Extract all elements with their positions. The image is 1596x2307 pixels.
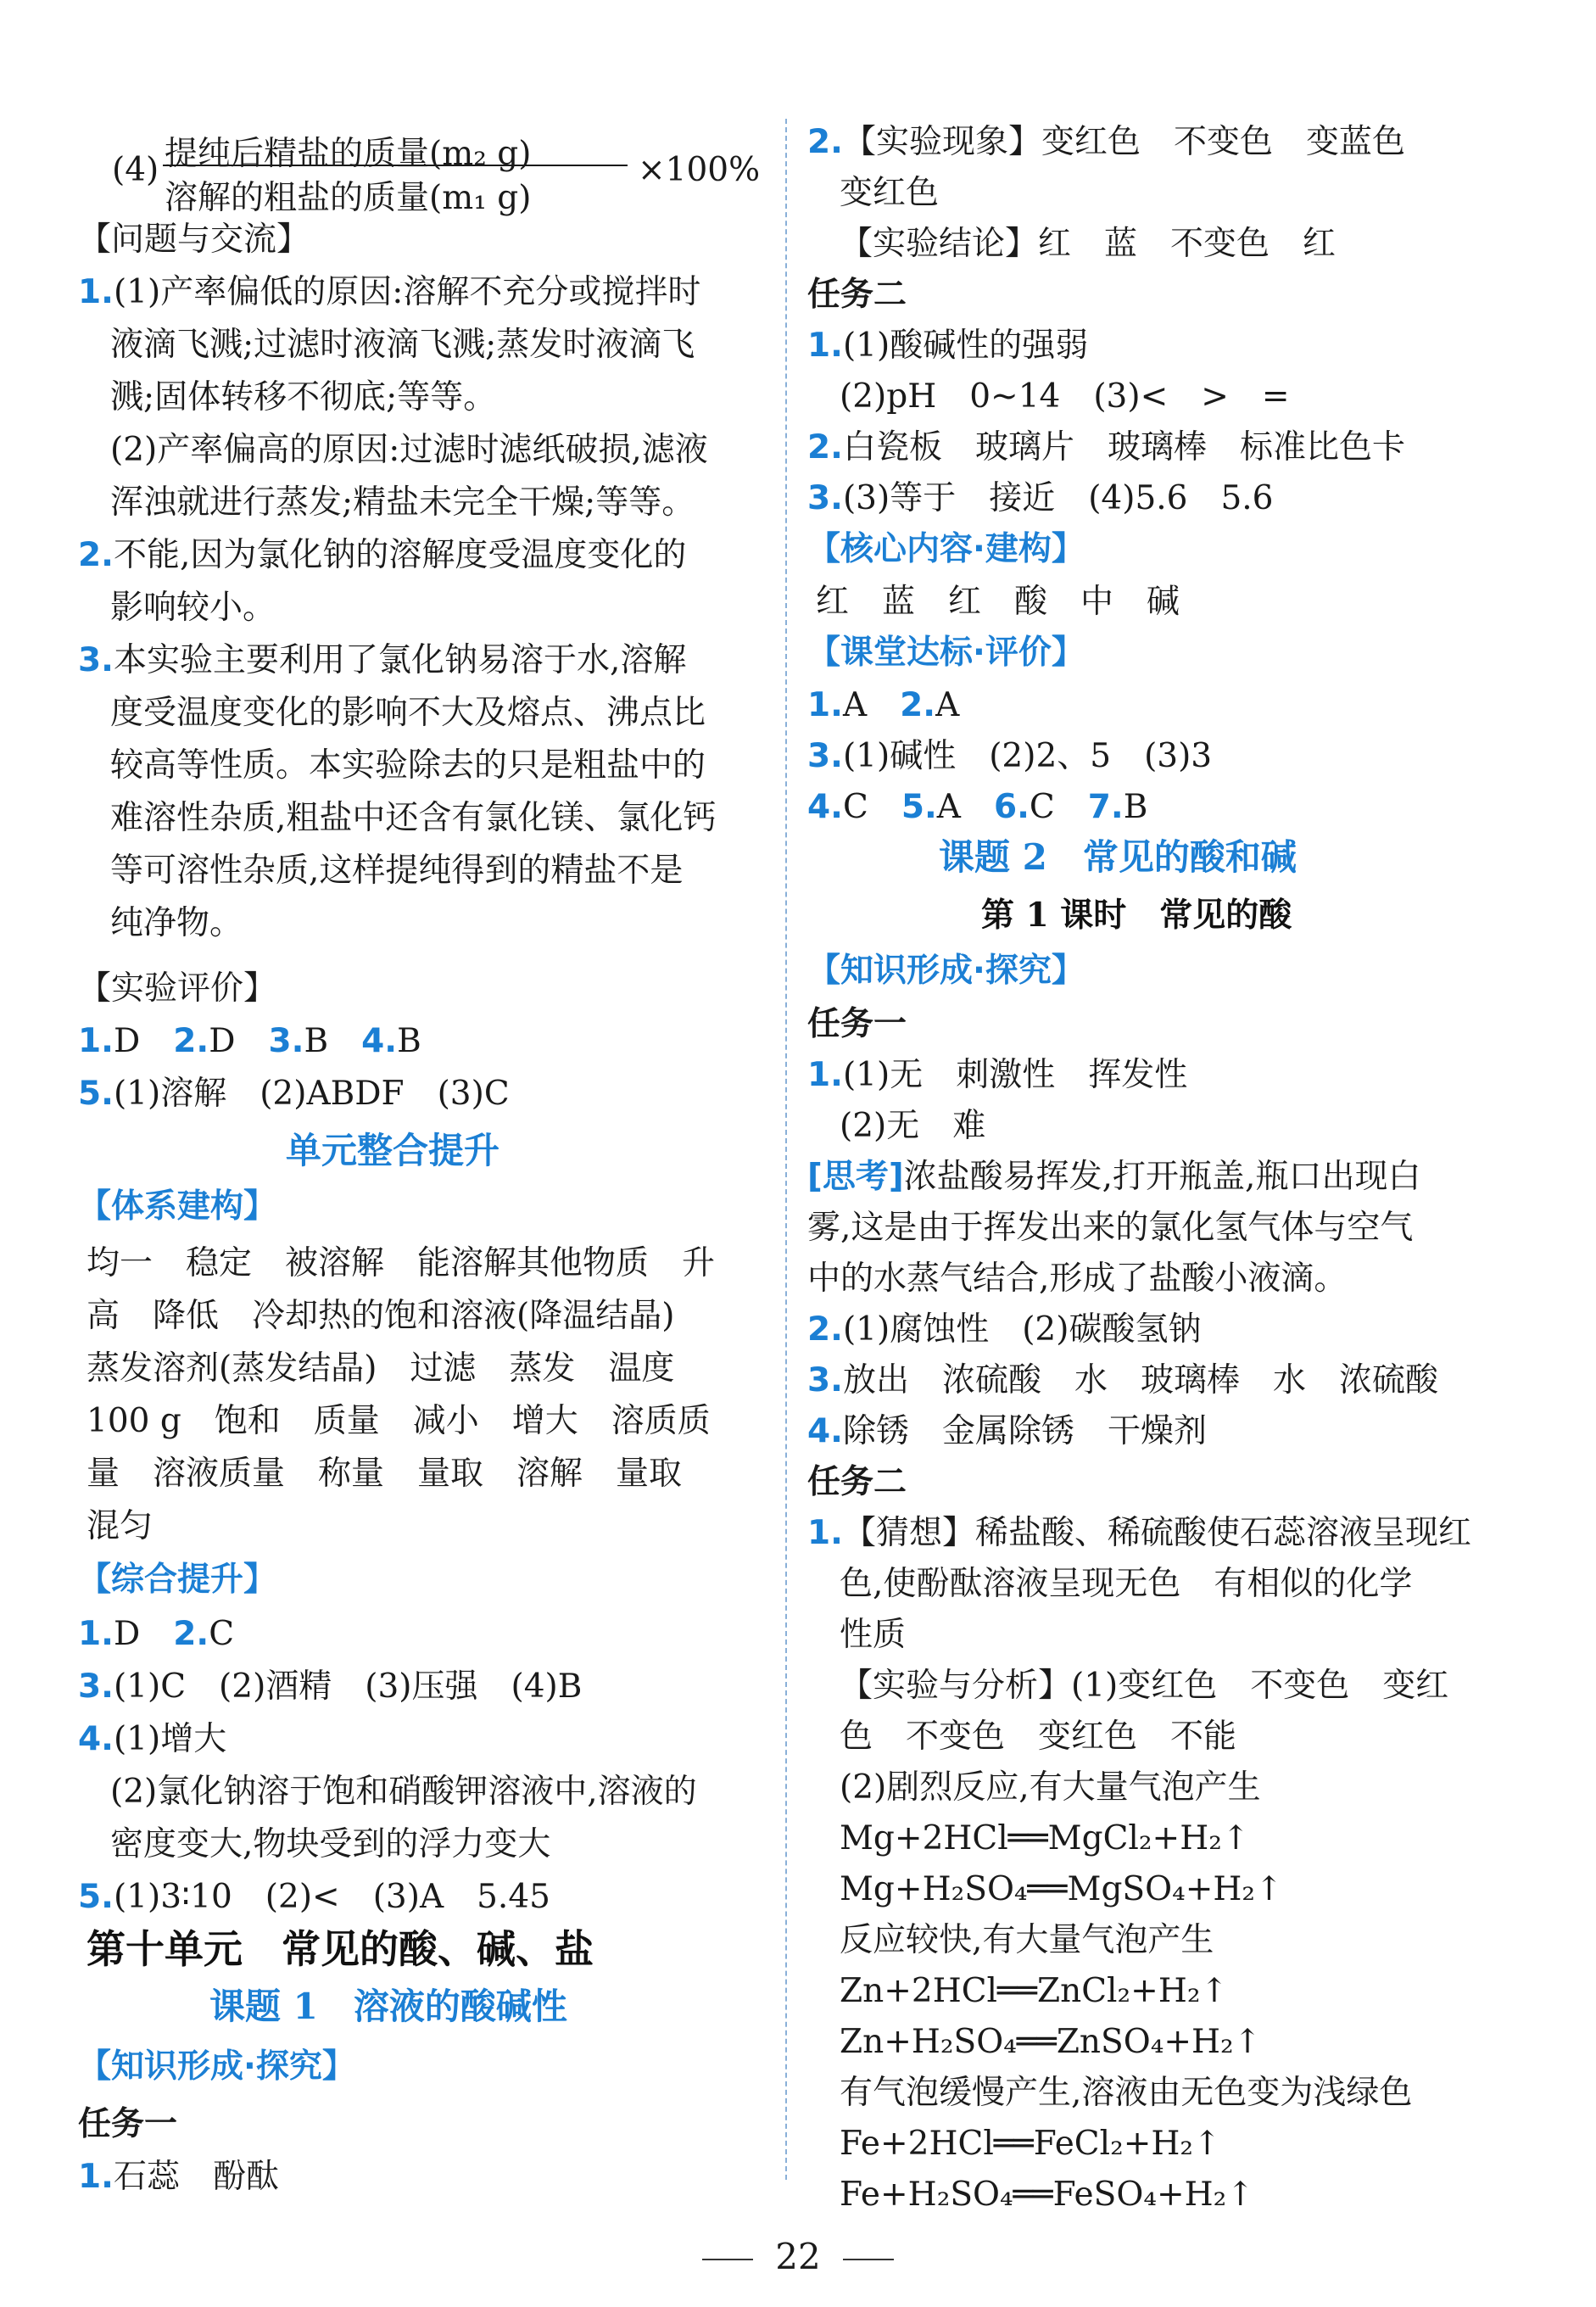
answer-line: 3.(1)碱性 (2)2、5 (3)3 — [807, 737, 1213, 775]
answer-line: 2.【实验现象】变红色 不变色 变蓝色 — [807, 123, 1405, 161]
answer-line: 1.(1)无 刺激性 挥发性 — [807, 1056, 1188, 1094]
answer-line: 纯净物。 — [110, 904, 243, 942]
answer-line: 变红色 — [840, 174, 940, 212]
answer-line: 3.放出 浓硫酸 水 玻璃棒 水 浓硫酸 — [807, 1361, 1438, 1399]
answer-line: 浑浊就进行蒸发;精盐未完全干燥;等等。 — [110, 483, 695, 522]
section-header: 【知识形成·探究】 — [78, 2047, 355, 2086]
unit-ten-title: 第十单元 常见的酸、碱、盐 — [86, 1926, 594, 1972]
chemical-equation: Fe+H₂SO₄══FeSO₄+H₂↑ — [840, 2176, 1254, 2214]
answer-line: (2)氯化钠溶于饱和硝酸钾溶液中,溶液的 — [110, 1773, 697, 1811]
answer-line: 2.(1)腐蚀性 (2)碳酸氢钠 — [807, 1310, 1202, 1349]
answer-line: 溅;固体转移不彻底;等等。 — [110, 378, 497, 416]
lesson-two-title: 课题 2 常见的酸和碱 — [939, 836, 1297, 878]
answer-line: 影响较小。 — [110, 589, 276, 627]
formula-numerator: 提纯后精盐的质量(m₂ g) — [165, 135, 532, 173]
answer-line: 3.(1)C (2)酒精 (3)压强 (4)B — [78, 1667, 583, 1706]
answer-line: 液滴飞溅;过滤时液滴飞溅;蒸发时液滴飞 — [110, 326, 695, 364]
answer-line: 1.A 2.A — [807, 686, 960, 724]
answer-line: 1.(1)产率偏低的原因:溶解不充分或搅拌时 — [78, 273, 701, 311]
answer-line: 3.(3)等于 接近 (4)5.6 5.6 — [807, 479, 1274, 517]
answer-line: 4.C 5.A 6.C 7.B — [807, 788, 1148, 826]
answer-line: 2.白瓷板 玻璃片 玻璃棒 标准比色卡 — [807, 428, 1405, 466]
formula-suffix: ×100% — [638, 151, 761, 189]
answer-line: 3.本实验主要利用了氯化钠易溶于水,溶解 — [78, 641, 687, 679]
answer-line: 【实验结论】红 蓝 不变色 红 — [840, 225, 1337, 263]
answer-line: 红 蓝 红 酸 中 碱 — [816, 583, 1180, 621]
section-header: 【知识形成·探究】 — [807, 952, 1085, 990]
answer-line: 混匀 — [86, 1507, 153, 1545]
task-label: 任务一 — [78, 2104, 178, 2143]
chemical-equation: Zn+2HCl══ZnCl₂+H₂↑ — [840, 1972, 1229, 2010]
answer-line: 100 g 饱和 质量 减小 增大 溶质质 — [86, 1402, 711, 1440]
answer-line: 度受温度变化的影响不大及熔点、沸点比 — [110, 694, 706, 732]
answer-line: 蒸发溶剂(蒸发结晶) 过滤 蒸发 温度 — [86, 1349, 675, 1388]
answer-line: 均一 稳定 被溶解 能溶解其他物质 升 — [86, 1244, 716, 1282]
unit-summary-title: 单元整合提升 — [286, 1130, 500, 1171]
answer-line: 1.D 2.C — [78, 1615, 235, 1653]
section-header: 【核心内容·建构】 — [807, 530, 1085, 568]
chemical-equation: Fe+2HCl══FeCl₂+H₂↑ — [840, 2125, 1221, 2163]
answer-line: 1.(1)酸碱性的强弱 — [807, 327, 1089, 365]
answer-line: 5.(1)溶解 (2)ABDF (3)C — [78, 1075, 510, 1113]
task-label: 任务二 — [807, 1462, 907, 1501]
answer-line: [思考]浓盐酸易挥发,打开瓶盖,瓶口出现白 — [807, 1158, 1421, 1196]
answer-line: (2)无 难 — [840, 1107, 986, 1145]
answer-line: 1.D 2.D 3.B 4.B — [78, 1022, 421, 1060]
answer-line: 雾,这是由于挥发出来的氯化氢气体与空气 — [807, 1209, 1414, 1247]
answer-line: 密度变大,物块受到的浮力变大 — [110, 1825, 551, 1863]
answer-line: 高 降低 冷却热的饱和溶液(降温结晶) — [86, 1297, 675, 1335]
answer-line: 4.除锈 金属除锈 干燥剂 — [807, 1412, 1207, 1450]
fraction-bar — [163, 165, 628, 166]
answer-line: 有气泡缓慢产生,溶液由无色变为浅绿色 — [840, 2074, 1413, 2112]
answer-line: 反应较快,有大量气泡产生 — [840, 1921, 1214, 1959]
answer-line: (2)pH 0~14 (3)< > = — [840, 377, 1290, 416]
answer-line: 难溶性杂质,粗盐中还含有氯化镁、氯化钙 — [110, 799, 717, 837]
section-header: 【体系建构】 — [78, 1187, 277, 1226]
task-label: 任务一 — [807, 1004, 907, 1043]
chemical-equation: Zn+H₂SO₄══ZnSO₄+H₂↑ — [840, 2023, 1262, 2061]
answer-line: 等可溶性杂质,这样提纯得到的精盐不是 — [110, 852, 684, 890]
formula-label: (4) — [112, 151, 159, 189]
answer-line: 2.不能,因为氯化钠的溶解度受温度变化的 — [78, 536, 687, 574]
section-header: 【课堂达标·评价】 — [807, 634, 1085, 672]
section-header: 【综合提升】 — [78, 1561, 277, 1599]
section-header: 【问题与交流】 — [78, 221, 310, 259]
answer-line: 色 不变色 变红色 不能 — [840, 1718, 1237, 1756]
answer-line: 4.(1)增大 — [78, 1720, 227, 1758]
answer-line: (2)剧烈反应,有大量气泡产生 — [840, 1768, 1261, 1807]
task-label: 任务二 — [807, 275, 907, 314]
page-number: 22 — [0, 2239, 1596, 2275]
period-title: 第 1 课时 常见的酸 — [981, 896, 1292, 935]
chemical-equation: Mg+H₂SO₄══MgSO₄+H₂↑ — [840, 1870, 1283, 1908]
answer-line: (2)产率偏高的原因:过滤时滤纸破损,滤液 — [110, 431, 708, 469]
section-header: 【实验评价】 — [78, 969, 277, 1008]
answer-line: 1.【猜想】稀盐酸、稀硫酸使石蕊溶液呈现红 — [807, 1514, 1471, 1552]
answer-line: 性质 — [840, 1616, 907, 1654]
chemical-equation: Mg+2HCl══MgCl₂+H₂↑ — [840, 1819, 1250, 1857]
answer-line: 【实验与分析】(1)变红色 不变色 变红 — [840, 1667, 1449, 1705]
answer-line: 较高等性质。本实验除去的只是粗盐中的 — [110, 746, 706, 785]
answer-line: 中的水蒸气结合,形成了盐酸小液滴。 — [807, 1260, 1348, 1298]
answer-line: 量 溶液质量 称量 量取 溶解 量取 — [86, 1455, 683, 1493]
column-divider — [785, 119, 787, 2180]
lesson-one-title: 课题 1 溶液的酸碱性 — [209, 1986, 567, 2027]
formula-denominator: 溶解的粗盐的质量(m₁ g) — [165, 179, 532, 217]
answer-line: 5.(1)3∶10 (2)< (3)A 5.45 — [78, 1878, 550, 1916]
answer-line: 1.石蕊 酚酞 — [78, 2158, 279, 2196]
answer-line: 色,使酚酞溶液呈现无色 有相似的化学 — [840, 1565, 1413, 1603]
